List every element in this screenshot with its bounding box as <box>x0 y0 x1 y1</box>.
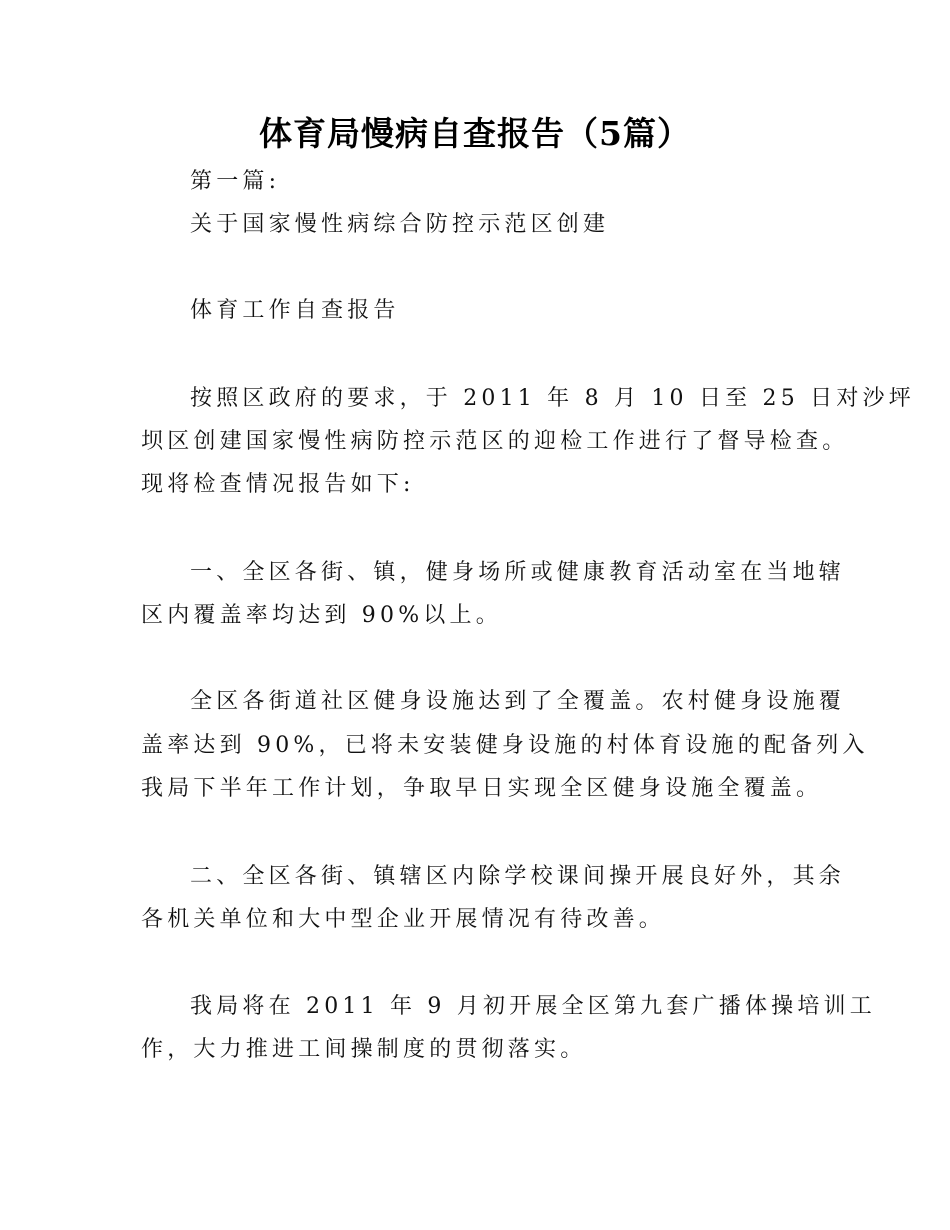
paragraph-line: 我局下半年工作计划，争取早日实现全区健身设施全覆盖。 <box>141 776 823 801</box>
paragraph-line: 作，大力推进工间操制度的贯彻落实。 <box>141 1037 587 1062</box>
paragraph-line: 坝区创建国家慢性病防控示范区的迎检工作进行了督导检查。 <box>141 429 849 454</box>
section-subtitle-line-2: 体育工作自查报告 <box>190 298 400 323</box>
paragraph-line: 各机关单位和大中型企业开展情况有待改善。 <box>141 907 666 932</box>
section-subtitle-line-1: 关于国家慢性病综合防控示范区创建 <box>190 212 610 237</box>
paragraph-line: 现将检查情况报告如下: <box>141 472 415 497</box>
paragraph-line: 全区各街道社区健身设施达到了全覆盖。农村健身设施覆 <box>190 689 846 714</box>
paragraph-line: 我局将在 2011 年 9 月初开展全区第九套广播体操培训工 <box>190 994 876 1019</box>
paragraph-line: 二、全区各街、镇辖区内除学校课间操开展良好外，其余 <box>190 864 846 889</box>
paragraph-line: 区内覆盖率均达到 90%以上。 <box>141 603 502 628</box>
paragraph-line: 按照区政府的要求，于 2011 年 8 月 10 日至 25 日对沙坪 <box>190 386 915 411</box>
document-title: 体育局慢病自查报告（5篇） <box>259 114 691 153</box>
paragraph-line: 一、全区各街、镇，健身场所或健康教育活动室在当地辖 <box>190 560 846 585</box>
section-heading: 第一篇: <box>190 169 281 194</box>
paragraph-line: 盖率达到 90%，已将未安装健身设施的村体育设施的配备列入 <box>141 733 869 758</box>
